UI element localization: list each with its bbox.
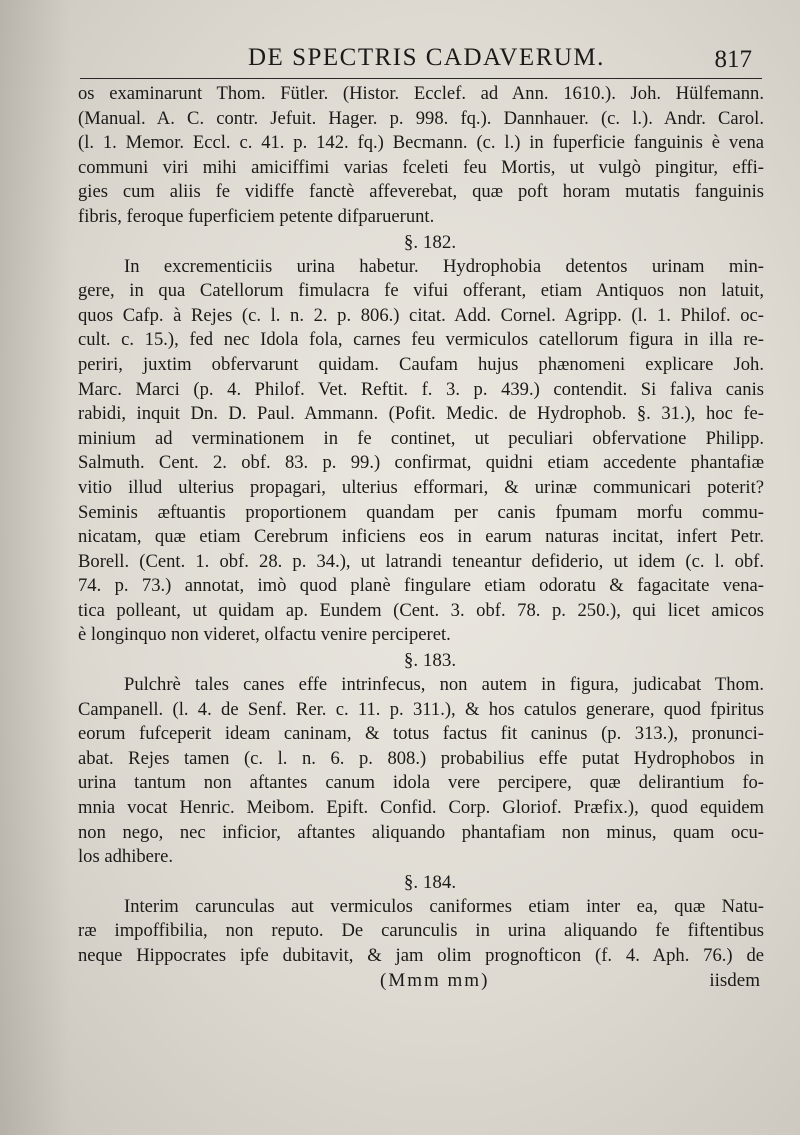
text-line: 74. p. 73.) annotat, imò quod planè fingulare etiam odoratu & fagacitate vena-	[78, 575, 764, 597]
header-rule	[80, 78, 762, 79]
text-line: los adhibere.	[78, 846, 174, 868]
text-line: gere, in qua Catellorum fimulacra fe vifui offerant, etiam Antiquos non latuit,	[78, 280, 764, 302]
text-line: (l. 1. Memor. Eccl. c. 41. p. 142. fq.) Becmann. (c. l.) in fuperficie fanguinis è vena	[78, 132, 764, 154]
signature-mark: (Mmm mm)	[380, 969, 490, 991]
text-line: Borell. (Cent. 1. obf. 28. p. 34.), ut latrandi teneantur defiderio, ut idem (c. l. obf.	[78, 550, 764, 572]
section-heading-182: §. 182.	[403, 231, 457, 253]
text-line: vitio illud ulterius propagari, ulterius efformari, & urinæ communicari poterit?	[78, 476, 764, 498]
text-line: ræ impoffibilia, non reputo. De carunculis in urina aliquando fe fiftentibus	[78, 920, 764, 942]
page-number: 817	[714, 46, 752, 73]
running-header	[78, 40, 760, 80]
section-heading-184: §. 184.	[403, 871, 457, 893]
text-line: fibris, feroque fuperficiem petente difparuerunt.	[78, 205, 435, 227]
text-line: rabidi, inquit Dn. D. Paul. Ammann. (Pofit. Medic. de Hydrophob. §. 31.), hoc fe-	[78, 403, 764, 425]
text-line: mnia vocat Henric. Meibom. Epift. Confid. Corp. Gloriof. Præfix.), quod equidem	[78, 797, 764, 819]
text-line: nicatam, quæ etiam Cerebrum inficiens eos in earum naturas incitat, infert Petr.	[78, 526, 764, 548]
text-line: minium ad verminationem in fe continet, ut peculiari obfervatione Philipp.	[78, 427, 764, 449]
text-line: Pulchrè tales canes effe intrinfecus, non autem in figura, judicabat Thom.	[124, 674, 764, 696]
text-line: communi viri mihi amiciffimi varias fceleti feu Mortis, ut vulgò pingitur, effi-	[78, 156, 764, 178]
text-line: urina tantum non aftantes canum idola vere percipere, quæ delirantium fo-	[78, 772, 764, 794]
text-line: cult. c. 15.), fed nec Idola fola, carnes feu vermiculos catellorum figura in illa re-	[78, 329, 764, 351]
text-line: Salmuth. Cent. 2. obf. 83. p. 99.) confirmat, quidni etiam accedente phantafiæ	[78, 452, 764, 474]
text-line: Marc. Marci (p. 4. Philof. Vet. Reftit. f. 3. p. 439.) contendit. Si faliva canis	[78, 378, 764, 400]
text-line: eorum fufceperit ideam caninam, & totus factus fit caninus (p. 313.), pronunci-	[78, 723, 764, 745]
text-line: Campanell. (l. 4. de Senf. Rer. c. 11. p. 311.), & hos catulos generare, quod fpiritus	[78, 698, 764, 720]
text-line: neque Hippocrates ipfe dubitavit, & jam olim prognofticon (f. 4. Aph. 76.) de	[78, 945, 764, 966]
text-line: gies cum aliis fe vidiffe fanctè affeverebat, quæ poft horam mutatis fanguinis	[78, 181, 764, 203]
page-body	[78, 82, 764, 995]
page-footer	[78, 969, 764, 995]
text-line: In excrementiciis urina habetur. Hydrophobia detentos urinam min-	[124, 255, 764, 277]
text-line: Interim carunculas aut vermiculos caniformes etiam inter ea, quæ Natu-	[124, 895, 764, 917]
text-line: è longinquo non videret, olfactu venire perciperet.	[78, 624, 451, 646]
text-line: quos Cafp. à Rejes (c. l. n. 2. p. 806.) citat. Add. Cornel. Agripp. (l. 1. Philof. oc-	[78, 304, 764, 326]
text-line: os examinarunt Thom. Fütler. (Histor. Ecclef. ad Ann. 1610.). Joh. Hülfemann.	[78, 83, 764, 104]
section-heading-183: §. 183.	[403, 650, 457, 672]
running-title: DE SPECTRIS CADAVERUM.	[248, 44, 605, 71]
text-line: periri, juxtim obfervarunt quidam. Caufam hujus phænomeni explicare Joh.	[78, 353, 764, 375]
catchword: iisdem	[709, 969, 760, 991]
text-line: abat. Rejes tamen (c. l. n. 6. p. 808.) probabilius effe putat Hydrophobos in	[78, 747, 764, 769]
text-line: (Manual. A. C. contr. Jefuit. Hager. p. 998. fq.). Dannhauer. (c. l.). Andr. Carol.	[78, 107, 764, 129]
text-line: non nego, nec inficior, aftantes aliquando phantafiam non minus, quam ocu-	[78, 821, 764, 843]
text-line: tica polleant, ut quidam ap. Eundem (Cent. 3. obf. 78. p. 250.), qui licet amicos	[78, 599, 764, 621]
binding-shadow	[0, 0, 70, 1135]
text-line: Seminis æftuantis proportionem quandam per canis fpumam morfu commu-	[78, 501, 764, 523]
